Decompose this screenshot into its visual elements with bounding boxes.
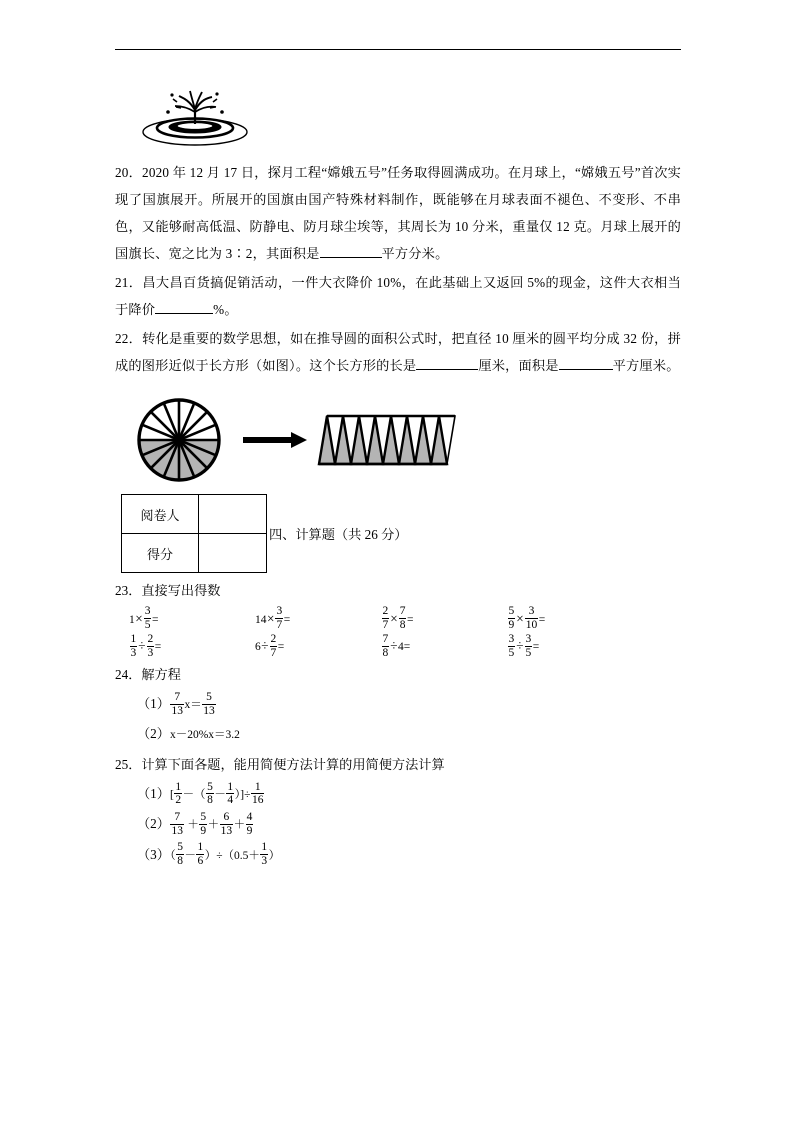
expr-op: ÷ <box>516 638 524 654</box>
question-24-heading: 24．解方程 <box>115 667 181 683</box>
expr-23-1 <box>129 605 255 633</box>
numerator: 1 <box>227 780 234 793</box>
question-20-text-tail: 平方分米。 <box>381 246 449 262</box>
expr-text: [ <box>169 788 174 801</box>
expr-23-4 <box>507 605 633 633</box>
expr-op: × <box>516 610 524 626</box>
expr-text: － <box>214 788 226 801</box>
score-value[interactable] <box>199 534 267 573</box>
expr-tail: = <box>538 613 546 626</box>
fraction <box>174 781 182 808</box>
expr-tail: = <box>283 613 291 626</box>
fraction <box>170 691 184 718</box>
numerator: 4 <box>246 810 253 823</box>
sector-circle <box>139 400 219 480</box>
question-21 <box>115 269 681 323</box>
denominator: 7 <box>270 646 277 659</box>
numerator: 5 <box>206 690 212 703</box>
item-label: （3） <box>137 846 170 862</box>
numerator: 1 <box>197 841 204 854</box>
denominator: 8 <box>399 619 406 632</box>
page-content <box>115 88 681 870</box>
equation-mid: x＝ <box>184 699 202 712</box>
expr-23-3 <box>381 605 507 633</box>
question-22 <box>115 325 681 379</box>
numerator: 2 <box>147 632 154 645</box>
expression-1 <box>169 780 265 807</box>
expr-op: ÷ <box>261 638 269 654</box>
fraction <box>525 633 533 660</box>
numerator: 5 <box>200 810 207 823</box>
question-21-text: 21．昌大昌百货搞促销活动，一件大衣降价 10%，在此基础上又返回 5%的现金，这件大衣相当于降价 <box>115 275 681 318</box>
table-row <box>122 495 267 534</box>
expr-23-2 <box>255 605 381 633</box>
expr-tail: = <box>154 641 162 654</box>
fraction <box>260 841 268 868</box>
denominator: 3 <box>147 646 154 659</box>
denominator: 16 <box>251 794 264 807</box>
question-23-row-1 <box>129 605 681 633</box>
question-24-item-1 <box>137 689 681 719</box>
question-20 <box>115 159 681 267</box>
expr-tail: = <box>277 641 285 654</box>
triangle-strip <box>319 416 455 464</box>
numerator: 7 <box>399 605 406 618</box>
numerator: 7 <box>382 632 389 645</box>
question-22-blank-length[interactable] <box>416 369 478 370</box>
denominator: 4 <box>227 794 234 807</box>
fraction <box>270 633 278 660</box>
question-22-text-mid: 厘米，面积是 <box>478 358 559 374</box>
numerator: 1 <box>175 780 182 793</box>
header-rule <box>115 49 681 50</box>
numerator: 3 <box>528 605 535 618</box>
numerator: 3 <box>525 632 532 645</box>
denominator: 2 <box>175 794 182 807</box>
section-header-row <box>121 496 681 572</box>
question-22-blank-area[interactable] <box>559 369 613 370</box>
expr-op: ÷ <box>390 638 398 654</box>
question-25-item-2 <box>137 809 681 839</box>
expr-text: ＋ <box>233 819 246 832</box>
expr-op: ÷ <box>138 638 146 654</box>
denominator: 9 <box>508 619 515 632</box>
denominator: 13 <box>220 824 233 837</box>
expr-text: －（ <box>182 788 206 801</box>
numerator: 3 <box>276 605 283 618</box>
fraction <box>176 841 184 868</box>
fraction <box>196 841 204 868</box>
expr-lead: 1 <box>129 613 135 626</box>
fraction <box>130 633 138 660</box>
numerator: 5 <box>177 841 183 854</box>
expr-tail: = <box>406 613 414 626</box>
fraction <box>382 633 390 660</box>
right-arrow-icon <box>243 432 307 448</box>
circle-to-rectangle-diagram <box>133 394 681 486</box>
fraction <box>251 781 265 808</box>
expr-text: ）÷（0.5＋ <box>204 849 260 862</box>
fountain-pond-illustration <box>137 88 253 150</box>
denominator: 8 <box>177 855 183 868</box>
expr-23-7 <box>381 632 507 660</box>
grader-label: 阅卷人 <box>122 495 199 534</box>
fraction <box>399 605 407 632</box>
expr-op: × <box>267 610 275 626</box>
fraction <box>144 605 152 632</box>
expression-2 <box>170 810 254 837</box>
fraction <box>199 811 207 838</box>
fraction <box>525 605 539 632</box>
expr-tail: = <box>403 641 411 654</box>
denominator: 6 <box>197 855 204 868</box>
expr-23-8 <box>507 632 633 660</box>
numerator: 5 <box>508 605 515 618</box>
question-24-item-2 <box>137 719 681 749</box>
fraction <box>226 781 234 808</box>
item-label: （1） <box>137 696 170 712</box>
numerator: 5 <box>207 780 213 793</box>
expr-text: ） <box>268 849 281 862</box>
question-22-text: 22．转化是重要的数学思想，如在推导圆的面积公式时，把直径 10 厘米的圆平均分成 32 份，拼成的图形近似于长方形（如图）。这个长方形的长是 <box>115 331 681 374</box>
question-23-heading: 23．直接写出得数 <box>115 582 221 598</box>
numerator: 2 <box>270 632 277 645</box>
expr-tail: = <box>532 641 540 654</box>
score-label: 得分 <box>122 534 199 573</box>
question-25-item-1 <box>137 779 681 809</box>
expr-text: － <box>184 849 196 862</box>
expr-op: × <box>135 610 143 626</box>
fraction <box>220 811 234 838</box>
fraction <box>206 781 214 808</box>
expr-23-6 <box>255 632 381 660</box>
expr-text: （ <box>169 849 176 862</box>
expr-trail: 4 <box>398 641 404 654</box>
table-row <box>122 534 267 573</box>
question-20-blank[interactable] <box>320 257 382 258</box>
denominator: 8 <box>207 794 213 807</box>
equation-text: x－20%x＝3.2 <box>169 729 240 742</box>
grader-value[interactable] <box>199 495 267 534</box>
denominator: 13 <box>171 824 183 837</box>
denominator: 7 <box>276 619 283 632</box>
denominator: 5 <box>525 646 532 659</box>
denominator: 7 <box>382 619 389 632</box>
numerator: 1 <box>261 841 268 854</box>
expr-text: ＋ <box>184 819 199 832</box>
expr-lead: 6 <box>255 641 261 654</box>
numerator: 2 <box>382 605 389 618</box>
diagram-svg <box>133 394 463 486</box>
expr-23-5 <box>129 632 255 660</box>
question-25-heading: 25．计算下面各题，能用简便方法计算的用简便方法计算 <box>115 756 445 772</box>
denominator: 3 <box>130 646 137 659</box>
fraction <box>508 605 516 632</box>
fraction <box>147 633 155 660</box>
denominator: 8 <box>382 646 389 659</box>
expr-text: ＋ <box>207 819 220 832</box>
fraction <box>508 633 516 660</box>
section-title: 四、计算题（共 26 分） <box>269 527 408 542</box>
denominator: 9 <box>246 824 253 837</box>
question-20-text: 20．2020 年 12 月 17 日，探月工程“嫦娥五号”任务取得圆满成功。在月球上，“嫦娥五号”首次实现了国旗展开。所展开的国旗由国产特殊材料制作，既能够在月球表面不褪色、不变形、不串色，又能够耐高低温、防静电、防月球尘埃等，其周长为 10 分米，重量仅 12 克。月球上展开的国旗长、宽之比为 3∶2，其面积是 <box>115 165 681 262</box>
numerator: 1 <box>254 780 261 793</box>
numerator: 7 <box>174 810 181 823</box>
question-21-text-tail: %。 <box>213 302 238 318</box>
expr-text: ）]÷ <box>234 788 251 801</box>
numerator: 1 <box>130 632 137 645</box>
denominator: 3 <box>261 855 268 868</box>
expression-3 <box>169 841 281 868</box>
denominator: 9 <box>200 824 207 837</box>
question-25-item-3 <box>137 840 681 870</box>
fraction <box>246 811 254 838</box>
denominator: 13 <box>203 704 215 717</box>
question-22-text-tail: 平方厘米。 <box>612 358 680 374</box>
numerator: 3 <box>144 605 151 618</box>
expr-tail: = <box>151 613 159 626</box>
grader-table <box>121 494 267 573</box>
fraction <box>275 605 283 632</box>
numerator: 7 <box>174 690 181 703</box>
numerator: 6 <box>223 810 230 823</box>
item-label: （2） <box>137 816 170 832</box>
numerator: 3 <box>508 632 515 645</box>
expr-op: × <box>390 610 398 626</box>
item-label: （2） <box>137 726 170 742</box>
fraction <box>170 811 184 838</box>
question-23-row-2 <box>129 632 681 660</box>
question-21-blank[interactable] <box>155 313 213 314</box>
fraction <box>202 691 216 718</box>
denominator: 5 <box>144 619 151 632</box>
item-label: （1） <box>137 785 170 801</box>
denominator: 10 <box>525 619 538 632</box>
denominator: 5 <box>508 646 515 659</box>
expr-lead: 14 <box>255 613 267 626</box>
fraction <box>382 605 390 632</box>
denominator: 13 <box>171 704 183 717</box>
